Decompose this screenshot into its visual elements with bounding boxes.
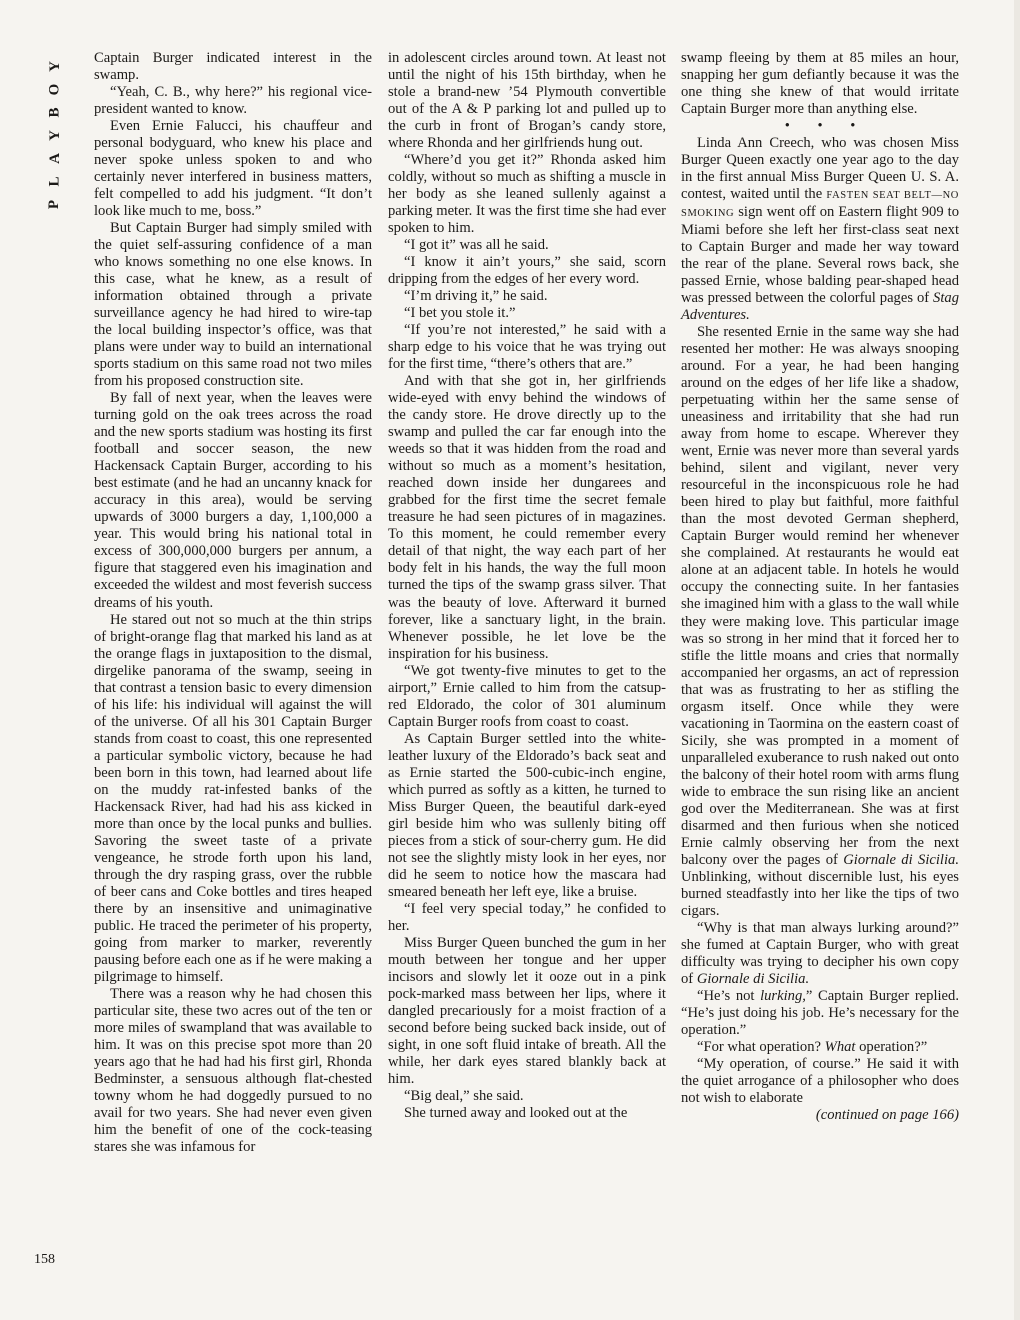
masthead-letter: P — [46, 199, 63, 210]
italic-title: Stag Adventures. — [681, 290, 959, 324]
paragraph: “My operation, of course.” He said it with the quiet arrogance of a philosopher who does not wish to elaborate — [681, 1055, 959, 1106]
paragraph: “Yeah, C. B., why here?” his regional vice-president wanted to know. — [94, 84, 372, 118]
section-break: • • • — [784, 118, 868, 135]
masthead-letter: A — [46, 153, 63, 164]
text-run: She resented Ernie in the same way she had resented her mother: He was always snooping around. For a year, he had been hanging around on the edges of her life like a shadow, perpetuating within her the same sense of uneasiness and irritability that she had run away from home to escape. Wherever they went, Ernie was never more than several yards behind, silent and vigilant, never very resourceful in the inconspicuous role he had been hired to play but faithful, more faithful than the most devoted German shepherd, Captain Burger would remind her whenever she complained. At restaurants he would eat alone at an adjacent table. In hotels he would occupy the connecting suite. In her fantasies she imagined him with a glass to the wall while they were making love. This particular image was so strong in her mind that it forced her to stifle the little moans and cries that normally accompanied her orgasms, an act of repression that was as frustrating to her as stifling the orgasm itself. Once while they were vacationing in Taormina on the eastern coast of Sicily, she was prompted in a moment of unparalleled exuberance to rush naked out onto the balcony of their hotel room with arms flung wide to embrace the sun rising like an ancient god over the Mediterranean. She was at first disarmed and then furious when she noticed Ernie calmly observing her from the next balcony over the pages of — [681, 324, 959, 868]
paragraph: “I know it ain’t yours,” she said, scorn dripping from the edges of her every word. — [388, 254, 666, 288]
italic-emphasis: lurking, — [760, 987, 806, 1004]
italic-emphasis: What — [824, 1038, 856, 1055]
text-run: “He’s not — [697, 987, 761, 1004]
paragraph: Even Ernie Falucci, his chauffeur and personal bodyguard, who knew his place and never spoke unless spoken to and who certainly never interfered in business matters, felt compelled to add his judgment. “It don’t look like much to me, boss.” — [94, 118, 372, 220]
masthead-letter: Y — [46, 130, 63, 141]
paragraph: But Captain Burger had simply smiled with the quiet self-assuring confidence of a man who knows something no one else knows. In this case, what he knew, as a result of information obtained through a private surveillance agency he had hired to wire-tap the local building inspector’s office, was that plans were under way to build an international sports stadium on this same road not two miles from his proposed construction site. — [94, 220, 372, 390]
paragraph: “If you’re not interested,” he said with a sharp edge to his voice that he was trying out for the first time, “there’s others that are.” — [388, 322, 666, 373]
paragraph — [681, 988, 959, 1039]
page-number: 158 — [34, 1252, 55, 1267]
text-run: Linda Ann Creech, who was chosen Miss Burger Queen exactly one year ago to the day in the first annual Miss Burger Queen U. S. A. contest, waited until the — [681, 135, 959, 203]
masthead-letter: O — [46, 83, 63, 96]
paragraph: As Captain Burger settled into the white-leather luxury of the Eldorado’s back seat and as Ernie started the 500-cubic-inch engine, which purred as softly as a kitten, he turned to Miss Burger Queen, the beautiful dark-eyed girl beside him who was sullenly biting off pieces from a stick of sour-cherry gum. He did not see the slightly misty look in her eyes, nor did he seem to notice how the mascara had smeared beneath her left eye, like a bruise. — [388, 730, 666, 900]
masthead-letter: L — [46, 176, 63, 187]
paragraph: swamp fleeing by them at 85 miles an hour, snapping her gum defiantly because it was the one thing she knew of that would irritate Captain Burger more than anything else. — [681, 50, 959, 118]
text-run: “Why is that man always lurking around?” she fumed at Captain Burger, who with great difficulty was trying to decipher his own copy of — [681, 919, 959, 987]
masthead-letter: Y — [46, 61, 63, 72]
paragraph: There was a reason why he had chosen this particular site, these two acres out of the ten or more miles of swampland that was available to him. It was on this precise spot more than 20 years ago that he had had his first girl, Rhonda Bedminster, a sensuous although flat-chested towny whom he had doggedly pursued to no avail for two years. She had never even given him the benefit of one of the cock-teasing stares she was infamous for — [94, 985, 372, 1155]
magazine-name-vertical — [38, 55, 72, 216]
paragraph: By fall of next year, when the leaves were turning gold on the oak trees across the road and the new sports stadium was hosting its first football and soccer season, the new Hackensack Captain Burger, according to his best estimate (and he had an uncanny knack for accuracy in this area), would be serving upwards of 3000 burgers a day, 1,100,000 a year. This would bring his national total in excess of 300,000,000 burgers per annum, a figure that staggered even his imagination and exceeded the wildest and most feverish success dreams of his youth. — [94, 390, 372, 611]
paragraph — [681, 1039, 959, 1056]
paragraph — [681, 920, 959, 988]
text-run: operation?” — [855, 1038, 928, 1055]
text-column-3 — [681, 50, 959, 1124]
italic-title: Giornale di Sicilia. — [696, 970, 810, 987]
text-run: “For what operation? — [697, 1038, 825, 1055]
paragraph: “Where’d you get it?” Rhonda asked him coldly, without so much as shifting a muscle in her body as she leaned sullenly against a parking meter. It was the first time she had ever spoken to him. — [388, 152, 667, 237]
continued-notice: (continued on page 166) — [815, 1106, 959, 1123]
paragraph — [681, 324, 959, 920]
paragraph: “I feel very special today,” he confided to her. — [388, 900, 666, 934]
small-caps-text: FASTEN SEAT BELT—NO SMOKING — [681, 190, 959, 220]
paragraph: And with that she got in, her girlfriends wide-eyed with envy behind the windows of the candy store. He drove directly up to the swamp and pulled the car far enough into the weeds so that it was hidden from the road and without so much as a moment’s hesitation, reached down inside her dungarees and grabbed for the first time the secret female treasure he had seen pictures of in magazines. To this moment, he could remember every detail of that night, the way each part of her body felt in his hands, the way the full moon turned the tips of the swamp grass silver. That was the beauty of love. Afterward it burned forever, like a sanctuary light, in the brain. Whenever possible, he let love be the inspiration for his business. — [388, 373, 666, 662]
text-run: Unblinking, without discernible lust, his eyes burned steadfastly into her like the tips of two cigars. — [681, 868, 959, 919]
masthead-letter: B — [46, 107, 63, 118]
text-column-1 — [94, 50, 372, 1156]
paragraph: “I bet you stole it.” — [404, 305, 516, 322]
paragraph: “We got twenty-five minutes to get to the airport,” Ernie called to him from the catsup-red Eldorado, the color of 301 aluminum Captain Burger roofs from coast to coast. — [388, 662, 666, 730]
paragraph: “I got it” was all he said. — [404, 237, 549, 254]
paragraph: He stared out not so much at the thin strips of bright-orange flag that marked his land as at the orange flags in juxtaposition to the dismal, dirgelike panorama of the swamp, seeing in that contrast a tension basic to every dimension of his life: his individual will against the will of the universe. Of all his 301 Captain Burger stands from coast to coast, this one represented a particular symbolic victory, because he had been born in this town, had learned about life on the muddy rat-infested banks of the Hackensack River, had had his ass kicked in more than once by the local punks and bullies. Savoring the sweet taste of a private vengeance, he strode forth upon his land, through the dry rasping grass, over the rubble of beer cans and Coke bottles and tires heaped there by an insensitive and unimaginative public. He traced the perimeter of his property, going from marker to marker, reverently pausing before each one as if he were making a pilgrimage to himself. — [94, 611, 372, 985]
paragraph: “I’m driving it,” he said. — [404, 288, 548, 305]
italic-title: Giornale di Sicilia. — [843, 851, 959, 868]
paragraph: Captain Burger indicated interest in the swamp. — [94, 50, 372, 84]
paragraph: Miss Burger Queen bunched the gum in her mouth between her tongue and her upper incisors and slowly let it ooze out in a pink pock-marked mass between her lips, where it dangled precariously for a moist fraction of a second before being sucked back inside, out of sight, in one soft fluid intake of breath. All the while, her dark eyes stared blankly back at him. — [388, 934, 666, 1087]
page-edge — [1014, 0, 1020, 1320]
paragraph: in adolescent circles around town. At least not until the night of his 15th birthday, when he stole a brand-new ’54 Plymouth convertible out of the A & P parking lot and pulled up to the curb in front of Brogan’s candy store, where Rhonda and her girlfriends hung out. — [388, 50, 666, 152]
text-column-2 — [388, 50, 666, 1122]
text-run: ” Captain Burger replied. “He’s just doing his job. He’s necessary for the operation.” — [681, 987, 959, 1038]
paragraph — [681, 135, 959, 324]
paragraph: “Big deal,” she said. — [404, 1087, 524, 1104]
paragraph: She turned away and looked out at the — [404, 1104, 628, 1121]
text-run: sign went off on Eastern flight 909 to Miami before she left her first-class seat next to Captain Burger and made her way toward the rear of the plane. Several rows back, she passed Ernie, whose balding pear-shaped head was pressed between the colorful pages of — [681, 204, 959, 307]
